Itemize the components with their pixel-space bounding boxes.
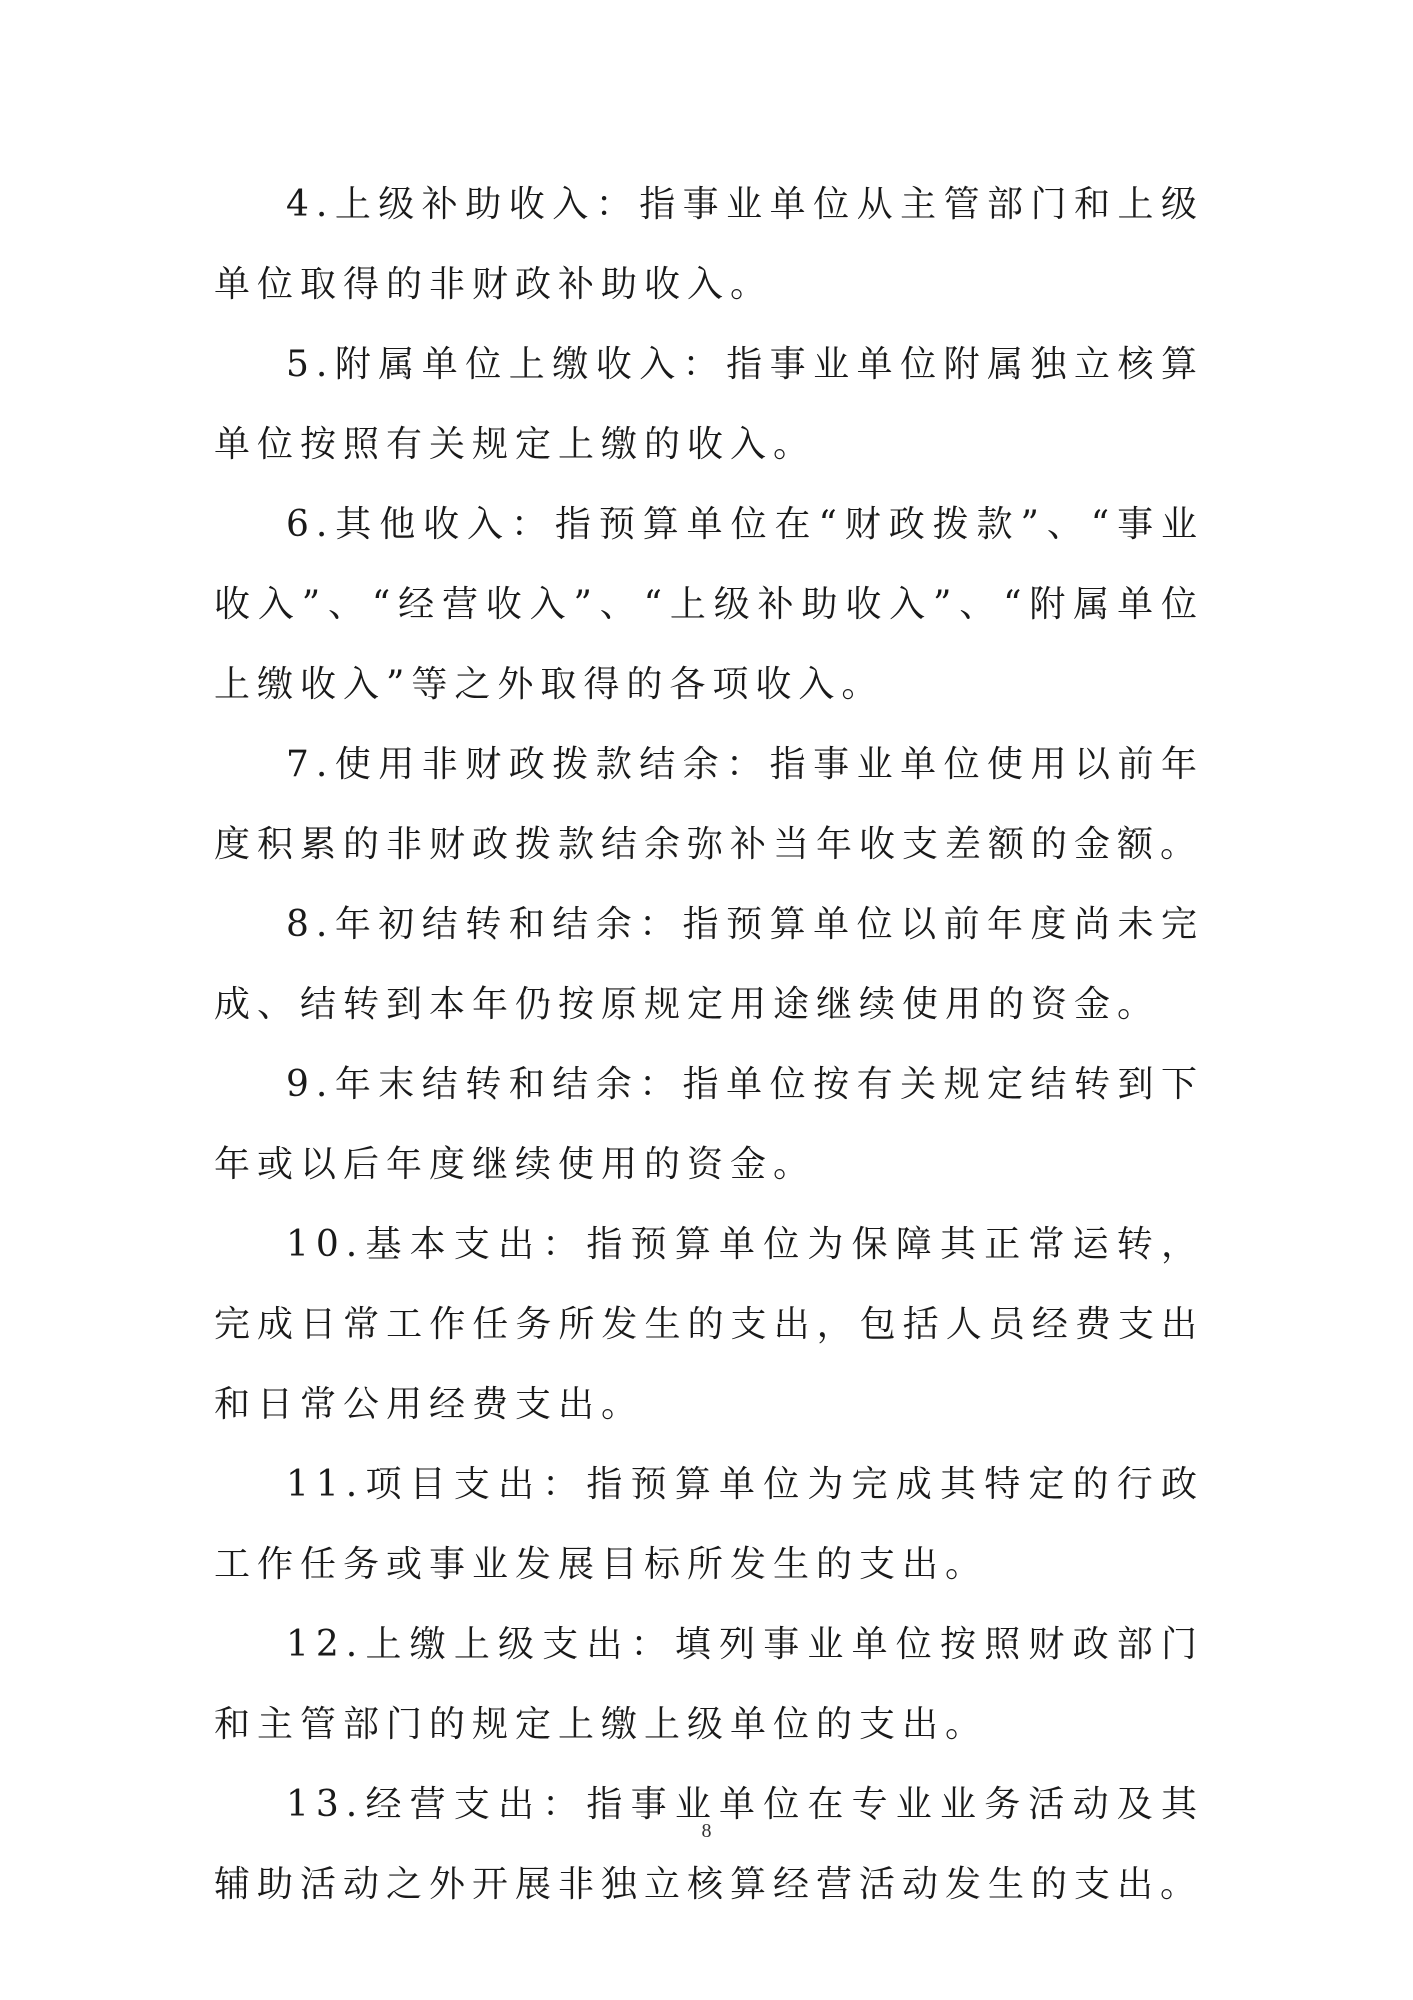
paragraph-item-9: 9.年末结转和结余：指单位按有关规定结转到下年或以后年度继续使用的资金。 — [214, 1064, 1204, 1185]
paragraph-item-5: 5.附属单位上缴收入：指事业单位附属独立核算单位按照有关规定上缴的收入。 — [214, 344, 1204, 465]
document-body — [214, 165, 1204, 1925]
paragraph-item-6: 6.其他收入：指预算单位在“财政拨款”、“事业收入”、“经营收入”、“上级补助收入”、“附属单位上缴收入”等之外取得的各项收入。 — [214, 504, 1204, 705]
paragraph-item-4: 4.上级补助收入：指事业单位从主管部门和上级单位取得的非财政补助收入。 — [214, 184, 1204, 305]
page-number: 8 — [701, 1820, 712, 1842]
paragraph-item-8: 8.年初结转和结余：指预算单位以前年度尚未完成、结转到本年仍按原规定用途继续使用的资金。 — [214, 904, 1204, 1025]
paragraph-item-10: 10.基本支出：指预算单位为保障其正常运转，完成日常工作任务所发生的支出，包括人员经费支出和日常公用经费支出。 — [214, 1224, 1204, 1425]
paragraph-item-7: 7.使用非财政拨款结余：指事业单位使用以前年度积累的非财政拨款结余弥补当年收支差额的金额。 — [214, 744, 1204, 865]
paragraph-item-11: 11.项目支出：指预算单位为完成其特定的行政工作任务或事业发展目标所发生的支出。 — [214, 1464, 1204, 1585]
paragraph-item-13: 13.经营支出：指事业单位在专业业务活动及其辅助活动之外开展非独立核算经营活动发生的支出。 — [214, 1784, 1204, 1905]
paragraph-item-12: 12.上缴上级支出：填列事业单位按照财政部门和主管部门的规定上缴上级单位的支出。 — [214, 1624, 1204, 1745]
